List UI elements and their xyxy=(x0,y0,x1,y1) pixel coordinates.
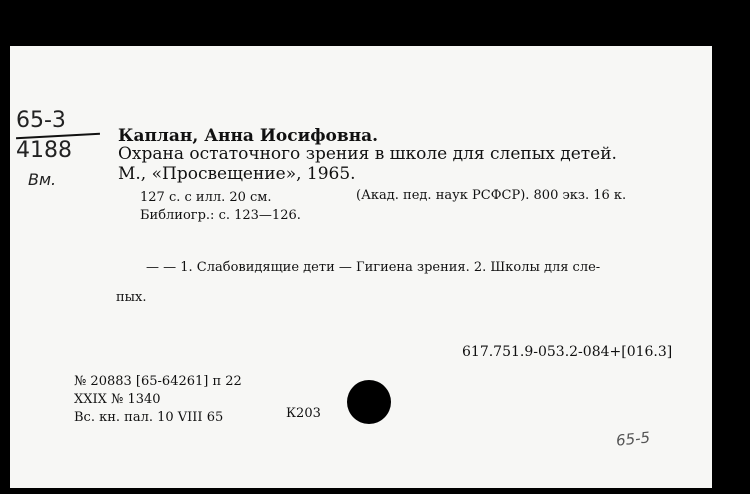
book-title: Охрана остаточного зрения в школе для слепых детей. xyxy=(118,144,617,164)
handwritten-scribble-bottom: 65-5 xyxy=(615,428,651,450)
handwritten-scribble-left: Вм. xyxy=(28,170,57,189)
volume-number: XXIX № 1340 xyxy=(74,392,161,407)
book-chamber-date: Вс. кн. пал. 10 VIII 65 xyxy=(74,410,224,425)
handwritten-call-number-top: 65-3 xyxy=(16,108,66,133)
physical-description: 127 с. с илл. 20 см. xyxy=(140,190,272,205)
imprint: М., «Просвещение», 1965. xyxy=(118,164,356,184)
series-note: (Акад. пед. наук РСФСР). 800 экз. 16 к. xyxy=(356,188,627,203)
punch-hole xyxy=(347,380,391,424)
catalog-card xyxy=(10,46,712,488)
record-code: К203 xyxy=(286,406,321,421)
classification-number: 617.751.9-053.2-084+[016.3] xyxy=(462,344,673,360)
bibliography-note: Библиогр.: с. 123—126. xyxy=(140,208,301,223)
subject-headings-line-2: пых. xyxy=(116,290,147,305)
record-number: № 20883 [65-64261] п 22 xyxy=(74,374,242,389)
author-heading: Каплан, Анна Иосифовна. xyxy=(118,126,379,146)
subject-headings-line-1: — — 1. Слабовидящие дети — Гигиена зрения. 2. Школы для сле- xyxy=(146,260,601,275)
handwritten-call-number-bottom: 4188 xyxy=(16,138,72,163)
